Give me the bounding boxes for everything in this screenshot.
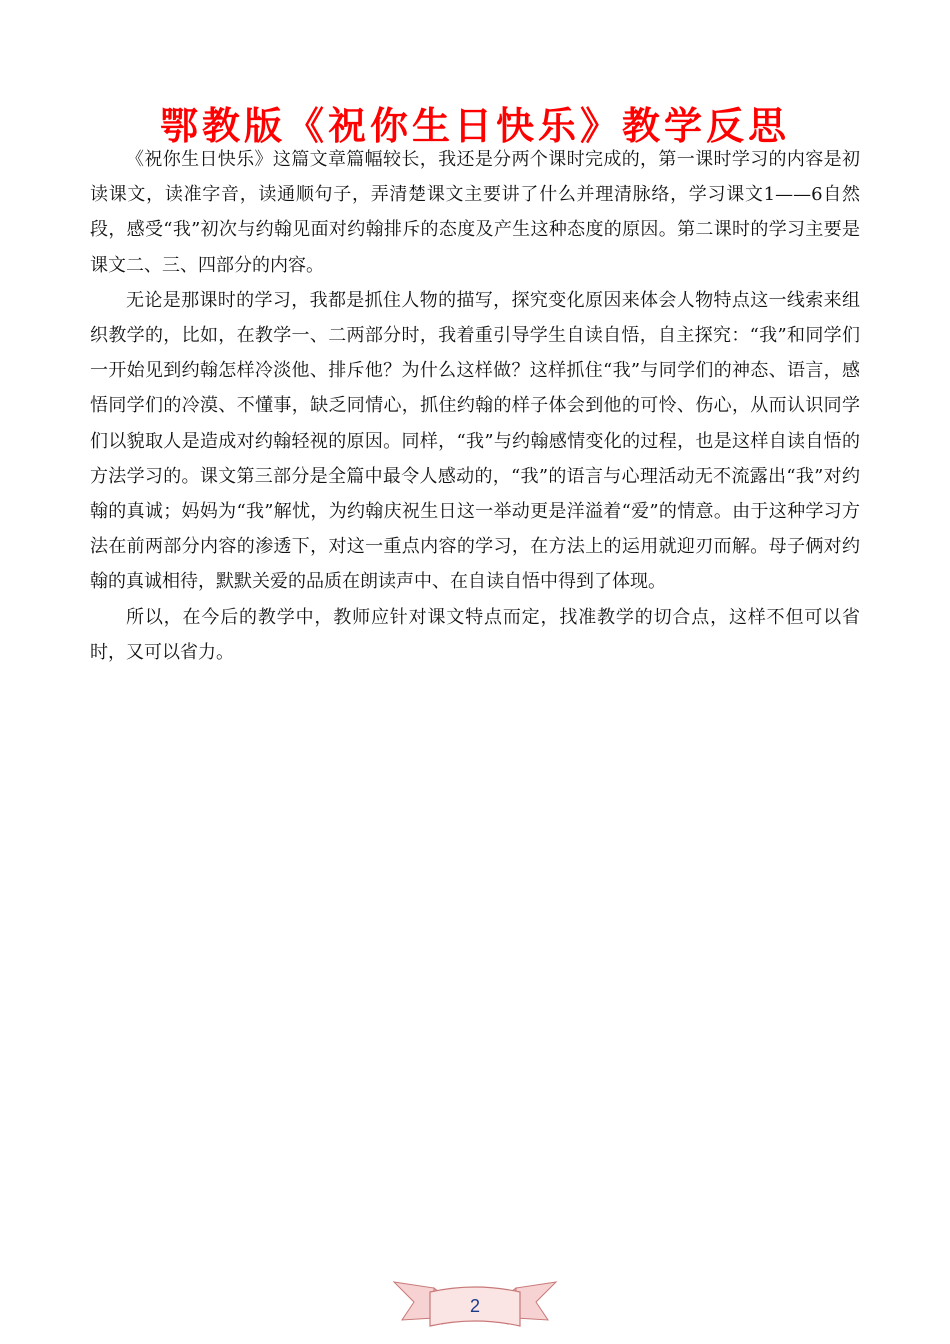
page-number-badge xyxy=(390,1274,560,1334)
paragraph-1: 《祝你生日快乐》这篇文章篇幅较长，我还是分两个课时完成的，第一课时学习的内容是初读课文，读准字音，读通顺句子，弄清楚课文主要讲了什么并理清脉络，学习课文1——6自然段，感受“我”初次与约翰见面对约翰排斥的态度及产生这种态度的原因。第二课时的学习主要是课文二、三、四部分的内容。 xyxy=(90,149,860,276)
document-body xyxy=(90,142,860,670)
paragraph-3: 所以，在今后的教学中，教师应针对课文特点而定，找准教学的切合点，这样不但可以省时，又可以省力。 xyxy=(90,606,860,663)
document-title: 鄂教版《祝你生日快乐》教学反思 xyxy=(159,104,790,148)
page-number: 2 xyxy=(469,1296,480,1316)
paragraph-2: 无论是那课时的学习，我都是抓住人物的描写，探究变化原因来体会人物特点这一线索来组织教学的，比如，在教学一、二两部分时，我着重引导学生自读自悟，自主探究：“我”和同学们一开始见到约翰怎样冷淡他、排斥他？为什么这样做？这样抓住“我”与同学们的神态、语言，感悟同学们的冷漠、不懂事，缺乏同情心，抓住约翰的样子体会到他的可怜、伤心，从而认识同学们以貌取人是造成对约翰轻视的原因。同样，“我”与约翰感情变化的过程，也是这样自读自悟的方法学习的。课文第三部分是全篇中最令人感动的，“我”的语言与心理活动无不流露出“我”对约翰的真诚；妈妈为“我”解忧，为约翰庆祝生日这一举动更是洋溢着“爱”的情意。由于这种学习方法在前两部分内容的渗透下，对这一重点内容的学习，在方法上的运用就迎刃而解。母子俩对约翰的真诚相待，默默关爱的品质在朗读声中、在自读自悟中得到了体现。 xyxy=(90,289,860,593)
